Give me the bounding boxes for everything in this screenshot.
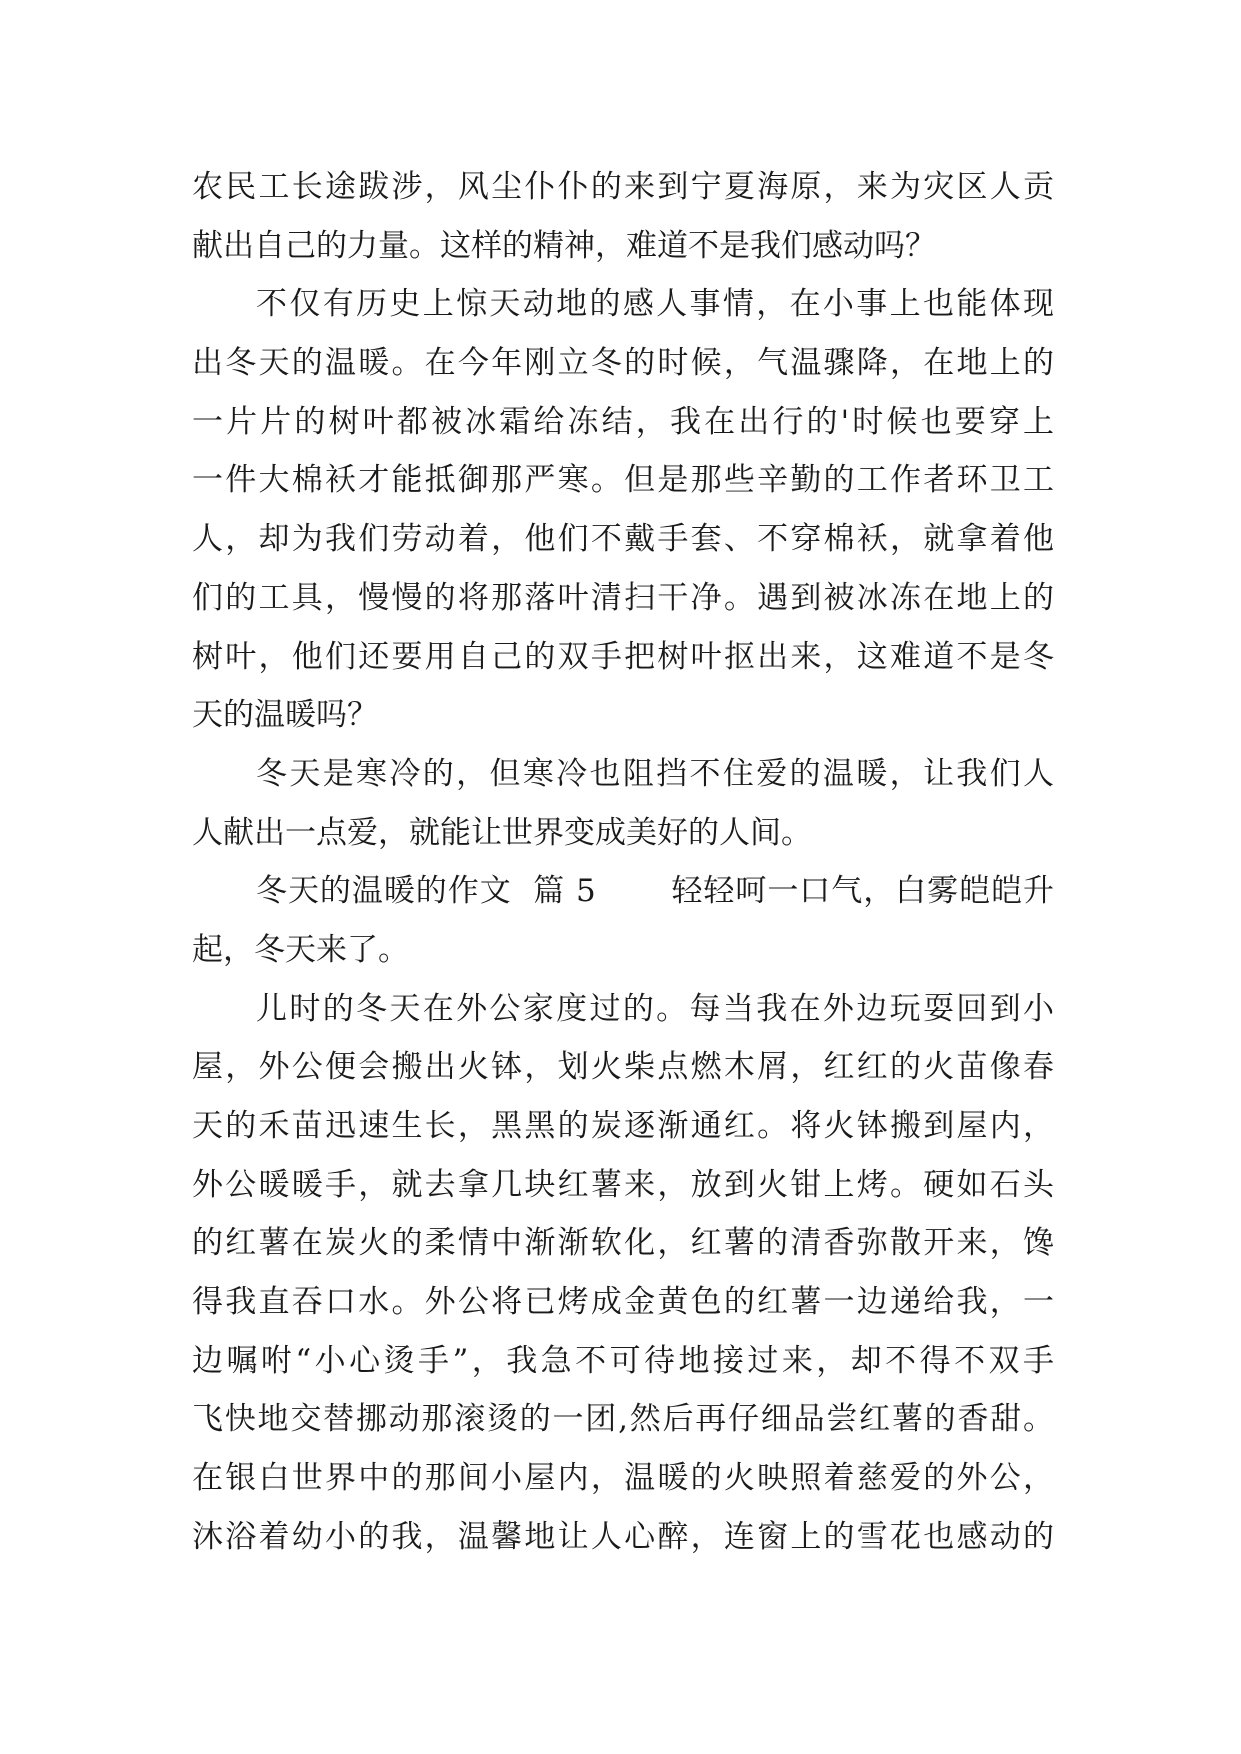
text-line: 树叶，他们还要用自己的双手把树叶抠出来，这难道不是冬 xyxy=(192,638,1054,675)
text-line: 屋，外公便会搬出火钵，划火柴点燃木屑，红红的火苗像春 xyxy=(192,1049,1054,1086)
text-line: 农民工长途跋涉，风尘仆仆的来到宁夏海原，来为灾区人贡 xyxy=(192,169,1054,205)
text-line: 出冬天的温暖。在今年刚立冬的时候，气温骤降，在地上的 xyxy=(192,345,1054,382)
text-line: 起，冬天来了。 xyxy=(192,931,409,968)
text-line: 献出自己的力量。这样的精神，难道不是我们感动吗？ xyxy=(192,227,936,264)
text-line: 冬天的温暖的作文 篇 5 轻轻呵一口气，白雾皑皑升 xyxy=(256,873,1054,910)
text-line: 一片片的树叶都被冰霜给冻结，我在出行的'时候也要穿上 xyxy=(192,403,1054,440)
text-line: 天的禾苗迅速生长，黑黑的炭逐渐通红。将火钵搬到屋内， xyxy=(192,1108,1054,1144)
text-line: 在银白世界中的那间小屋内，温暖的火映照着慈爱的外公， xyxy=(192,1460,1054,1497)
text-line: 冬天是寒冷的，但寒冷也阻挡不住爱的温暖，让我们人 xyxy=(256,755,1054,792)
body-text xyxy=(192,158,1054,1567)
text-line: 边嘱咐“小心烫手”，我急不可待地接过来，却不得不双手 xyxy=(192,1342,1054,1379)
text-line: 的红薯在炭火的柔情中渐渐软化，红薯的清香弥散开来，馋 xyxy=(192,1225,1054,1262)
text-line: 儿时的冬天在外公家度过的。每当我在外边玩耍回到小 xyxy=(256,990,1054,1027)
text-line: 们的工具，慢慢的将那落叶清扫干净。遇到被冰冻在地上的 xyxy=(192,579,1054,616)
text-line: 人献出一点爱，就能让世界变成美好的人间。 xyxy=(192,814,812,851)
text-line: 沐浴着幼小的我，温馨地让人心醉，连窗上的雪花也感动的 xyxy=(192,1518,1054,1555)
text-line: 飞快地交替挪动那滚烫的一团,然后再仔细品尝红薯的香甜。 xyxy=(192,1401,1054,1438)
text-line: 天的温暖吗？ xyxy=(192,697,378,734)
text-line: 得我直吞口水。外公将已烤成金黄色的红薯一边递给我，一 xyxy=(192,1284,1054,1321)
text-line: 人，却为我们劳动着，他们不戴手套、不穿棉袄，就拿着他 xyxy=(192,521,1054,558)
text-line: 一件大棉袄才能抵御那严寒。但是那些辛勤的工作者环卫工 xyxy=(192,462,1054,499)
text-line: 不仅有历史上惊天动地的感人事情，在小事上也能体现 xyxy=(256,286,1054,323)
text-line: 外公暖暖手，就去拿几块红薯来，放到火钳上烤。硬如石头 xyxy=(192,1166,1054,1203)
